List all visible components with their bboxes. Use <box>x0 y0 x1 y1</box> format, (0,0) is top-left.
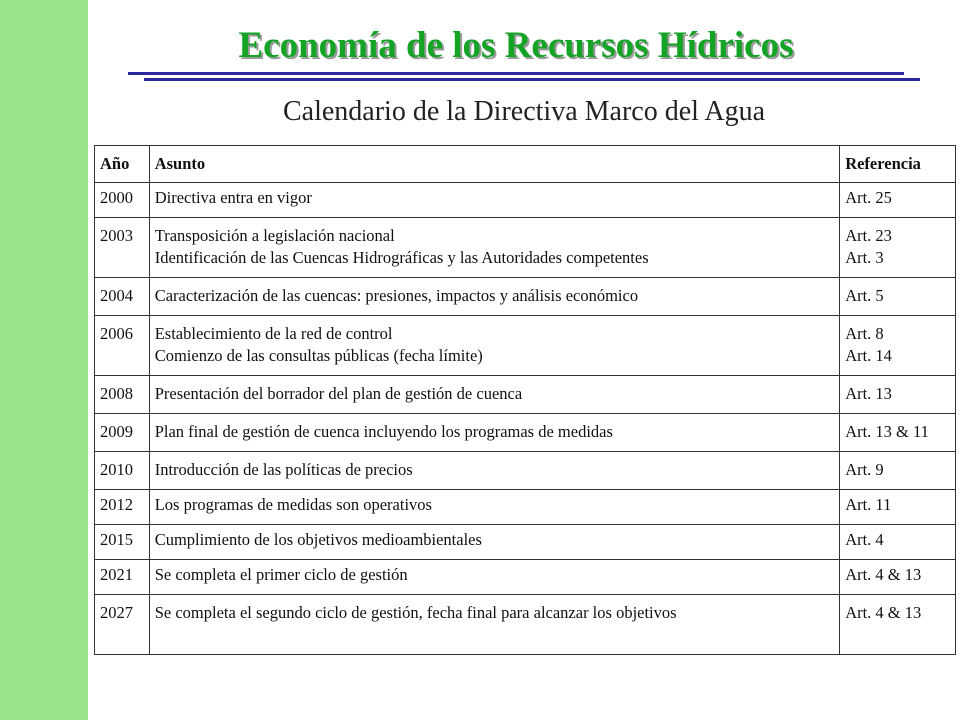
topic-line: Transposición a legislación nacional <box>154 226 395 245</box>
reference-line: Art. 13 <box>845 384 892 403</box>
topic-line: Caracterización de las cuencas: presiones, impactos y análisis económico <box>154 286 639 305</box>
slide-subtitle: Calendario de la Directiva Marco del Agua <box>282 96 766 127</box>
schedule-table <box>94 145 956 655</box>
cell-reference <box>840 560 956 595</box>
cell-reference <box>840 452 956 490</box>
cell-reference <box>840 218 956 278</box>
cell-reference <box>840 376 956 414</box>
topic-line: Identificación de las Cuencas Hidrográficas y las Autoridades competentes <box>154 248 649 267</box>
topic-line: Introducción de las políticas de precios <box>154 460 413 479</box>
cell-topic <box>149 452 839 490</box>
header-reference: Referencia <box>840 146 956 183</box>
table-row <box>95 560 956 595</box>
topic-line: Establecimiento de la red de control <box>154 324 393 343</box>
reference-line: Art. 23 <box>845 226 892 245</box>
topic-line: Directiva entra en vigor <box>154 188 312 207</box>
reference-line: Art. 4 & 13 <box>845 603 922 622</box>
topic-line: Cumplimiento de los objetivos medioambientales <box>154 530 482 549</box>
cell-year: 2006 <box>95 316 150 376</box>
cell-reference <box>840 414 956 452</box>
title-rule-bottom <box>144 78 920 81</box>
reference-line: Art. 4 & 13 <box>845 565 922 584</box>
cell-year: 2008 <box>95 376 150 414</box>
header-year: Año <box>95 146 150 183</box>
reference-line: Art. 4 <box>845 530 884 549</box>
table-row <box>95 316 956 376</box>
cell-year: 2012 <box>95 490 150 525</box>
cell-reference <box>840 595 956 655</box>
cell-topic <box>149 183 839 218</box>
reference-line: Art. 9 <box>845 460 884 479</box>
reference-line: Art. 11 <box>845 495 892 514</box>
reference-line: Art. 8 <box>845 324 884 343</box>
cell-topic <box>149 376 839 414</box>
topic-line: Plan final de gestión de cuenca incluyendo los programas de medidas <box>154 422 613 441</box>
slide-title: Economía de los Recursos Hídricos <box>238 25 794 66</box>
table-row <box>95 414 956 452</box>
cell-topic <box>149 218 839 278</box>
title-rule-top <box>128 72 904 75</box>
cell-year: 2015 <box>95 525 150 560</box>
topic-line: Se completa el segundo ciclo de gestión, fecha final para alcanzar los objetivos <box>154 603 677 622</box>
cell-year: 2021 <box>95 560 150 595</box>
reference-line: Art. 5 <box>845 286 884 305</box>
cell-year: 2009 <box>95 414 150 452</box>
table-row <box>95 278 956 316</box>
cell-topic <box>149 595 839 655</box>
topic-line: Los programas de medidas son operativos <box>154 495 432 514</box>
cell-topic <box>149 525 839 560</box>
cell-year: 2004 <box>95 278 150 316</box>
side-band <box>0 0 88 720</box>
cell-topic <box>149 414 839 452</box>
cell-topic <box>149 316 839 376</box>
topic-line: Comienzo de las consultas públicas (fecha límite) <box>154 346 483 365</box>
cell-reference <box>840 183 956 218</box>
reference-line: Art. 25 <box>845 188 892 207</box>
cell-year: 2000 <box>95 183 150 218</box>
table-row <box>95 376 956 414</box>
cell-reference <box>840 490 956 525</box>
topic-line: Presentación del borrador del plan de gestión de cuenca <box>154 384 523 403</box>
cell-year: 2010 <box>95 452 150 490</box>
cell-topic <box>149 560 839 595</box>
header-topic: Asunto <box>149 146 839 183</box>
table-row <box>95 452 956 490</box>
cell-topic <box>149 278 839 316</box>
topic-line: Se completa el primer ciclo de gestión <box>154 565 408 584</box>
cell-year: 2003 <box>95 218 150 278</box>
table-row <box>95 595 956 655</box>
reference-line: Art. 13 & 11 <box>845 422 929 441</box>
cell-reference <box>840 525 956 560</box>
table-row <box>95 183 956 218</box>
cell-topic <box>149 490 839 525</box>
reference-line: Art. 3 <box>845 248 884 267</box>
cell-reference <box>840 316 956 376</box>
table-header-row <box>95 146 956 183</box>
reference-line: Art. 14 <box>845 346 892 365</box>
table-row <box>95 218 956 278</box>
table-row <box>95 525 956 560</box>
cell-reference <box>840 278 956 316</box>
table-row <box>95 490 956 525</box>
cell-year: 2027 <box>95 595 150 655</box>
